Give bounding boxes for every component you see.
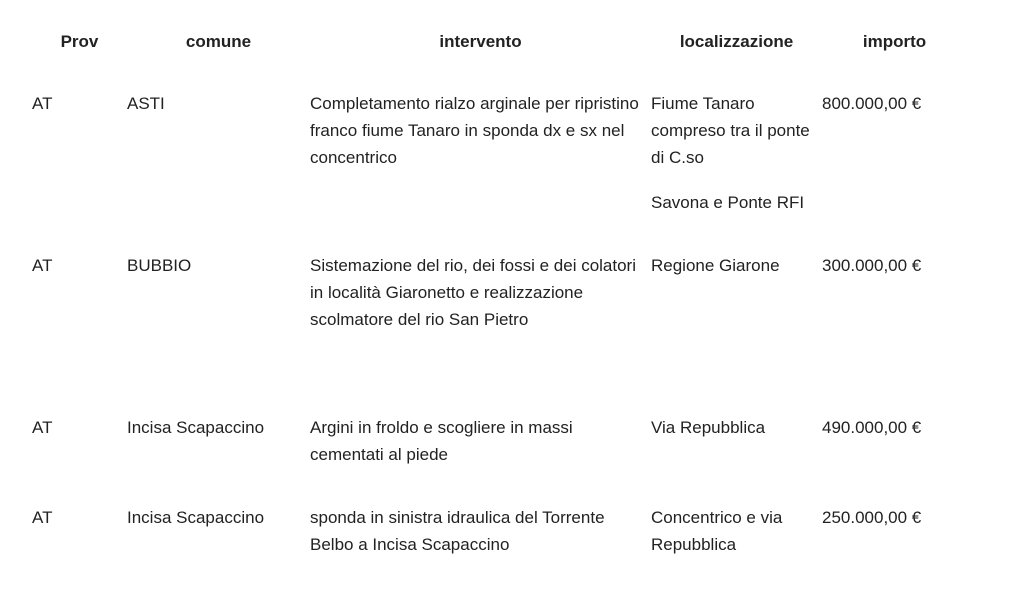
cell-intervento: Completamento rialzo arginale per ripristino franco fiume Tanaro in sponda dx e sx nel concentrico [310, 94, 639, 167]
localizzazione-line-2: Savona e Ponte RFI [651, 193, 805, 212]
cell-importo: 250.000,00 € [822, 508, 922, 527]
cell-localizzazione: Via Repubblica [651, 418, 766, 437]
header-prov: Prov [60, 32, 99, 51]
cell-prov: AT [32, 418, 53, 437]
cell-intervento: Sistemazione del rio, dei fossi e dei colatori in località Giaronetto e realizzazione scolmatore del rio San Pietro [310, 256, 636, 329]
cell-importo: 300.000,00 € [822, 256, 922, 275]
header-comune: comune [185, 32, 252, 51]
cell-intervento: sponda in sinistra idraulica del Torrente Belbo a Incisa Scapaccino [310, 508, 605, 554]
cell-prov: AT [32, 256, 53, 275]
cell-comune: ASTI [127, 94, 165, 113]
cell-localizzazione: Regione Giarone [651, 256, 780, 275]
cell-importo: 800.000,00 € [822, 94, 922, 113]
header-localizzazione: localizzazione [679, 32, 794, 51]
cell-prov: AT [32, 94, 53, 113]
cell-localizzazione: Concentrico e via Repubblica [651, 508, 783, 554]
cell-comune: Incisa Scapaccino [127, 418, 265, 437]
cell-intervento: Argini in froldo e scogliere in massi cementati al piede [310, 418, 573, 464]
cell-importo: 490.000,00 € [822, 418, 922, 437]
header-importo: importo [862, 32, 927, 51]
cell-comune: Incisa Scapaccino [127, 508, 265, 527]
header-intervento: intervento [439, 32, 522, 51]
cell-prov: AT [32, 508, 53, 527]
cell-comune: BUBBIO [127, 256, 192, 275]
cell-localizzazione [651, 90, 822, 216]
localizzazione-line-1: Fiume Tanaro compreso tra il ponte di C.so [651, 94, 810, 167]
